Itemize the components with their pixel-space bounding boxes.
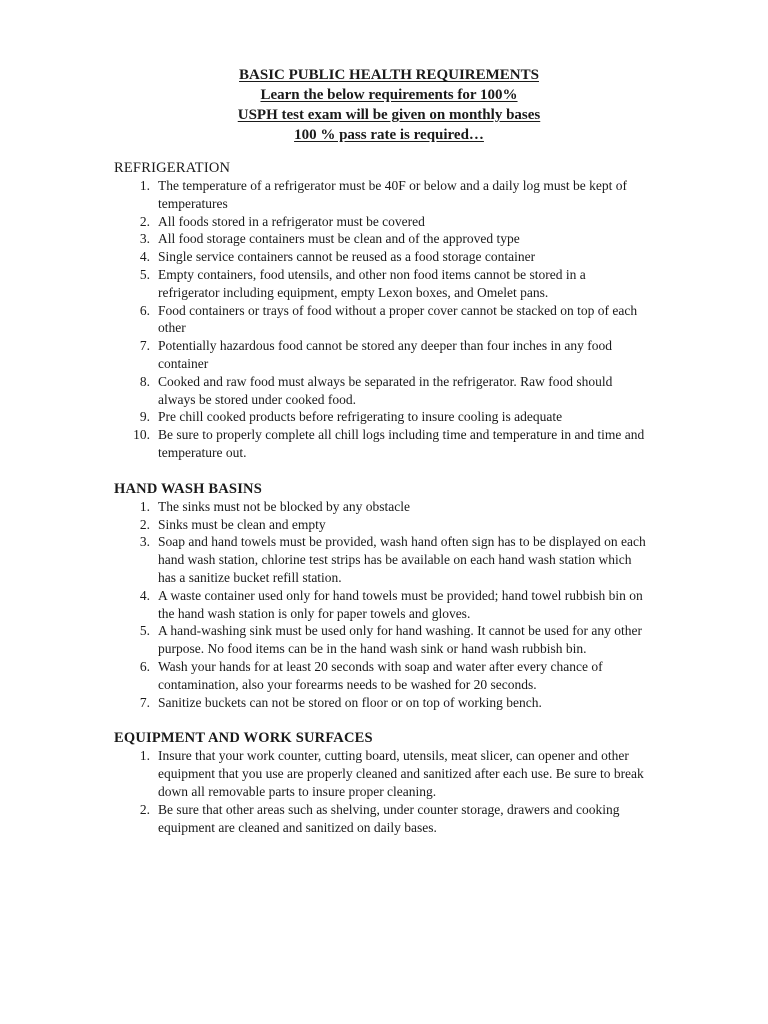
item-number: 1.	[139, 748, 150, 764]
document-title: BASIC PUBLIC HEALTH REQUIREMENTS	[239, 67, 539, 83]
item-text: Wash your hands for at least 20 seconds with soap and water after every chance of contamination, also your forearms needs to be washed for 20 seconds.	[158, 658, 603, 692]
list-item	[114, 516, 668, 534]
item-number: 4.	[139, 587, 150, 603]
header-subtitle-line: Learn the below requirements for 100%	[260, 87, 518, 103]
item-number: 10.	[133, 427, 150, 443]
list-item	[114, 266, 668, 302]
list-item	[114, 177, 668, 213]
list-item	[114, 408, 668, 426]
item-number: 4.	[139, 249, 150, 265]
item-number: 2.	[139, 801, 150, 817]
item-text: Be sure that other areas such as shelving, under counter storage, drawers and cooking equipment are cleaned and sanitized on daily bases.	[158, 801, 620, 835]
document-header	[110, 65, 668, 145]
section-equipment-work-surfaces	[114, 729, 668, 836]
requirements-list	[114, 747, 668, 836]
list-item	[114, 337, 668, 373]
item-text: Cooked and raw food must always be separated in the refrigerator. Raw food should always be stored under cooked food.	[158, 373, 613, 407]
item-number: 2.	[139, 213, 150, 229]
item-number: 8.	[139, 373, 150, 389]
list-item	[114, 533, 668, 586]
list-item	[114, 587, 668, 623]
item-text: All foods stored in a refrigerator must be covered	[158, 213, 425, 229]
item-text: Empty containers, food utensils, and other non food items cannot be stored in a refrigerator including equipment, empty Lexon boxes, and Omelet pans.	[158, 266, 586, 300]
item-number: 7.	[139, 338, 150, 354]
item-number: 5.	[139, 266, 150, 282]
item-text: The sinks must not be blocked by any obstacle	[158, 498, 410, 514]
list-item	[114, 426, 668, 462]
item-text: The temperature of a refrigerator must be 40F or below and a daily log must be kept of temperatures	[158, 178, 627, 211]
item-text: Sinks must be clean and empty	[158, 516, 326, 532]
section-title: EQUIPMENT AND WORK SURFACES	[114, 730, 373, 747]
item-number: 5.	[139, 623, 150, 639]
item-text: Food containers or trays of food without a proper cover cannot be stacked on top of each other	[158, 302, 638, 336]
list-item	[114, 801, 668, 837]
item-text: Sanitize buckets can not be stored on floor or on top of working bench.	[158, 694, 542, 710]
item-text: Soap and hand towels must be provided, wash hand often sign has to be displayed on each hand wash station, chlorine test strips has be available on each hand wash station which has a sanitize bucket refill station.	[158, 534, 646, 585]
item-number: 1.	[139, 498, 150, 514]
list-item	[114, 230, 668, 248]
item-text: A hand-washing sink must be used only for hand washing. It cannot be used for any other purpose. No food items can be in the hand wash sink or hand wash rubbish bin.	[158, 623, 643, 657]
header-subtitle-line: USPH test exam will be given on monthly bases	[237, 107, 541, 123]
item-number: 6.	[139, 658, 150, 674]
item-text: All food storage containers must be clean and of the approved type	[158, 231, 520, 247]
item-text: Pre chill cooked products before refrigerating to insure cooling is adequate	[158, 409, 563, 425]
header-subtitle-line: 100 % pass rate is required…	[294, 127, 484, 143]
item-number: 3.	[139, 534, 150, 550]
list-item	[114, 373, 668, 409]
list-item	[114, 213, 668, 231]
item-number: 6.	[139, 302, 150, 318]
item-text: A waste container used only for hand towels must be provided; hand towel rubbish bin on the hand wash station is only for paper towels and gloves.	[158, 587, 643, 621]
item-text: Potentially hazardous food cannot be stored any deeper than four inches in any food container	[158, 338, 612, 371]
item-number: 2.	[139, 516, 150, 532]
requirements-list	[114, 498, 668, 712]
item-number: 9.	[139, 409, 150, 425]
list-item	[114, 302, 668, 338]
list-item	[114, 622, 668, 658]
list-item	[114, 694, 668, 712]
list-item	[114, 498, 668, 516]
item-text: Be sure to properly complete all chill logs including time and temperature in and time and temperature out.	[158, 427, 645, 460]
item-text: Insure that your work counter, cutting board, utensils, meat slicer, can opener and other equipment that you use are properly cleaned and sanitized after each use. Be sure to break down all removable parts to insure proper cleaning.	[158, 748, 644, 799]
list-item	[114, 747, 668, 800]
list-item	[114, 658, 668, 694]
section-refrigeration	[114, 159, 668, 462]
requirements-list	[114, 177, 668, 462]
section-hand-wash-basins	[114, 480, 668, 712]
item-text: Single service containers cannot be reused as a food storage container	[158, 249, 536, 265]
item-number: 1.	[139, 178, 150, 193]
item-number: 3.	[139, 231, 150, 247]
item-number: 7.	[139, 694, 150, 710]
section-title: HAND WASH BASINS	[114, 480, 262, 497]
section-title: REFRIGERATION	[114, 160, 231, 176]
list-item	[114, 248, 668, 266]
